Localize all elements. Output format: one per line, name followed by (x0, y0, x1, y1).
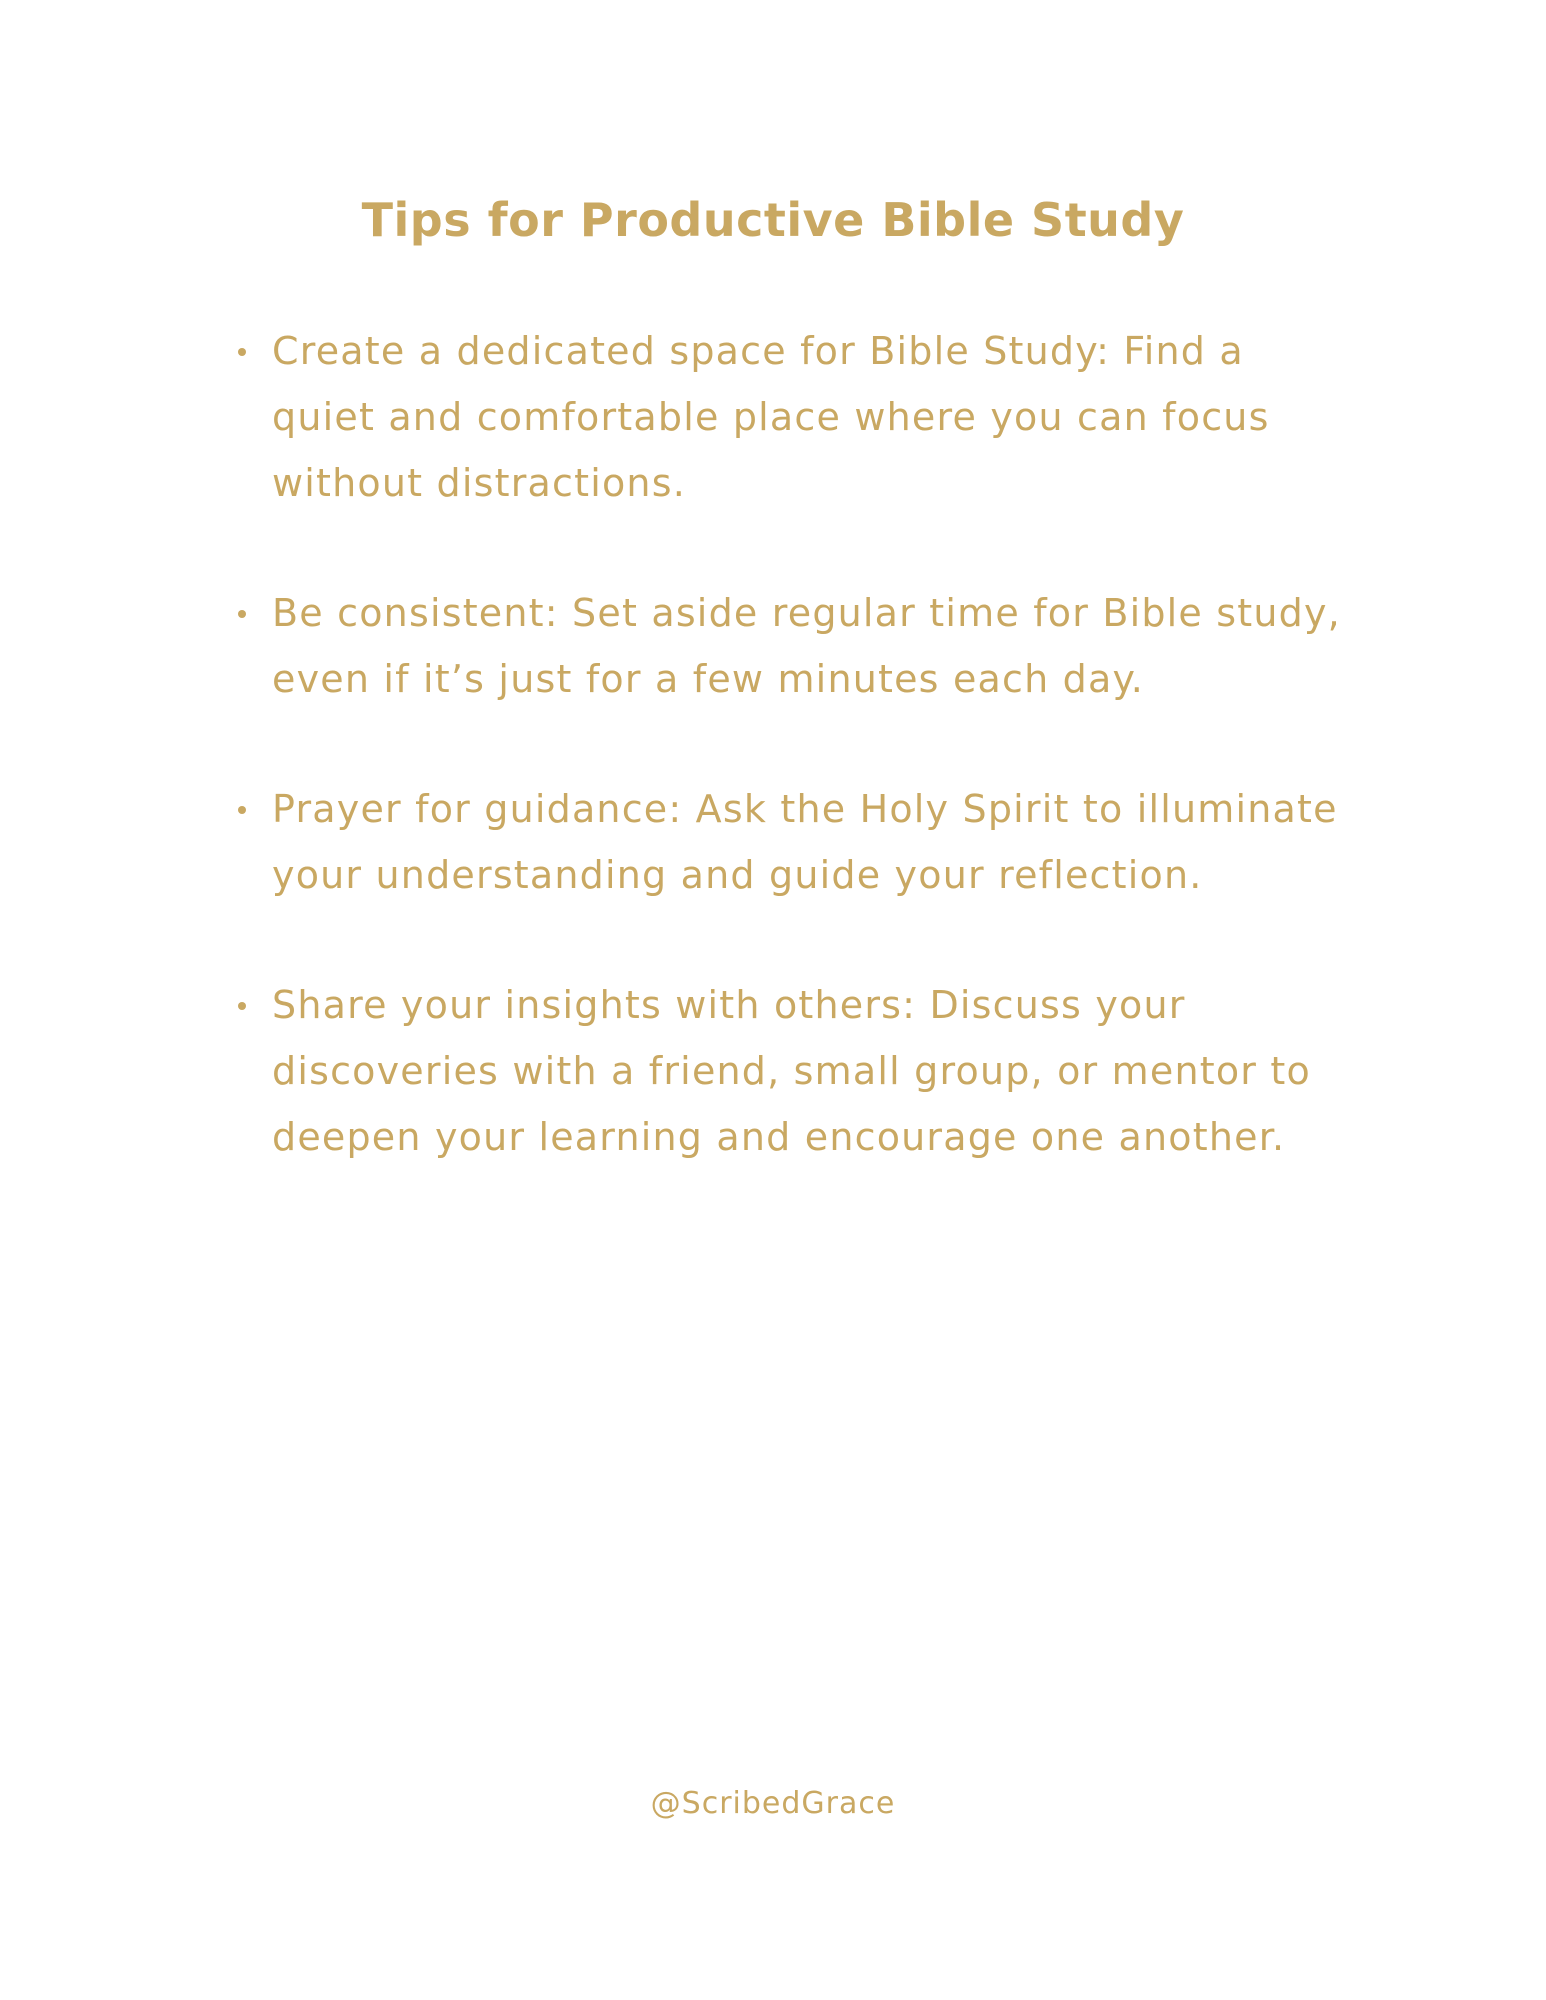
tip-item (238, 580, 1358, 712)
tip-text: Be consistent: Set aside regular time for Bible study, even if it’s just for a few minutes each day. (272, 591, 1341, 701)
tip-item (238, 318, 1358, 516)
tips-list (238, 318, 1358, 1234)
bullet-dot-icon (238, 806, 246, 814)
tip-text: Create a dedicated space for Bible Study: Find a quiet and comfortable place where you can focus without distractions. (272, 329, 1270, 505)
page-title: Tips for Productive Bible Study (361, 193, 1185, 247)
tip-item (238, 776, 1358, 908)
tip-item (238, 972, 1358, 1170)
tip-text: Prayer for guidance: Ask the Holy Spirit to illuminate your understanding and guide your reflection. (272, 787, 1338, 897)
bullet-dot-icon (238, 610, 246, 618)
tip-text: Share your insights with others: Discuss your discoveries with a friend, small group, or mentor to deepen your learning and encourage one another. (272, 983, 1311, 1159)
social-handle: @ScribedGrace (650, 1786, 896, 1821)
bullet-dot-icon (238, 348, 246, 356)
bullet-dot-icon (238, 1002, 246, 1010)
